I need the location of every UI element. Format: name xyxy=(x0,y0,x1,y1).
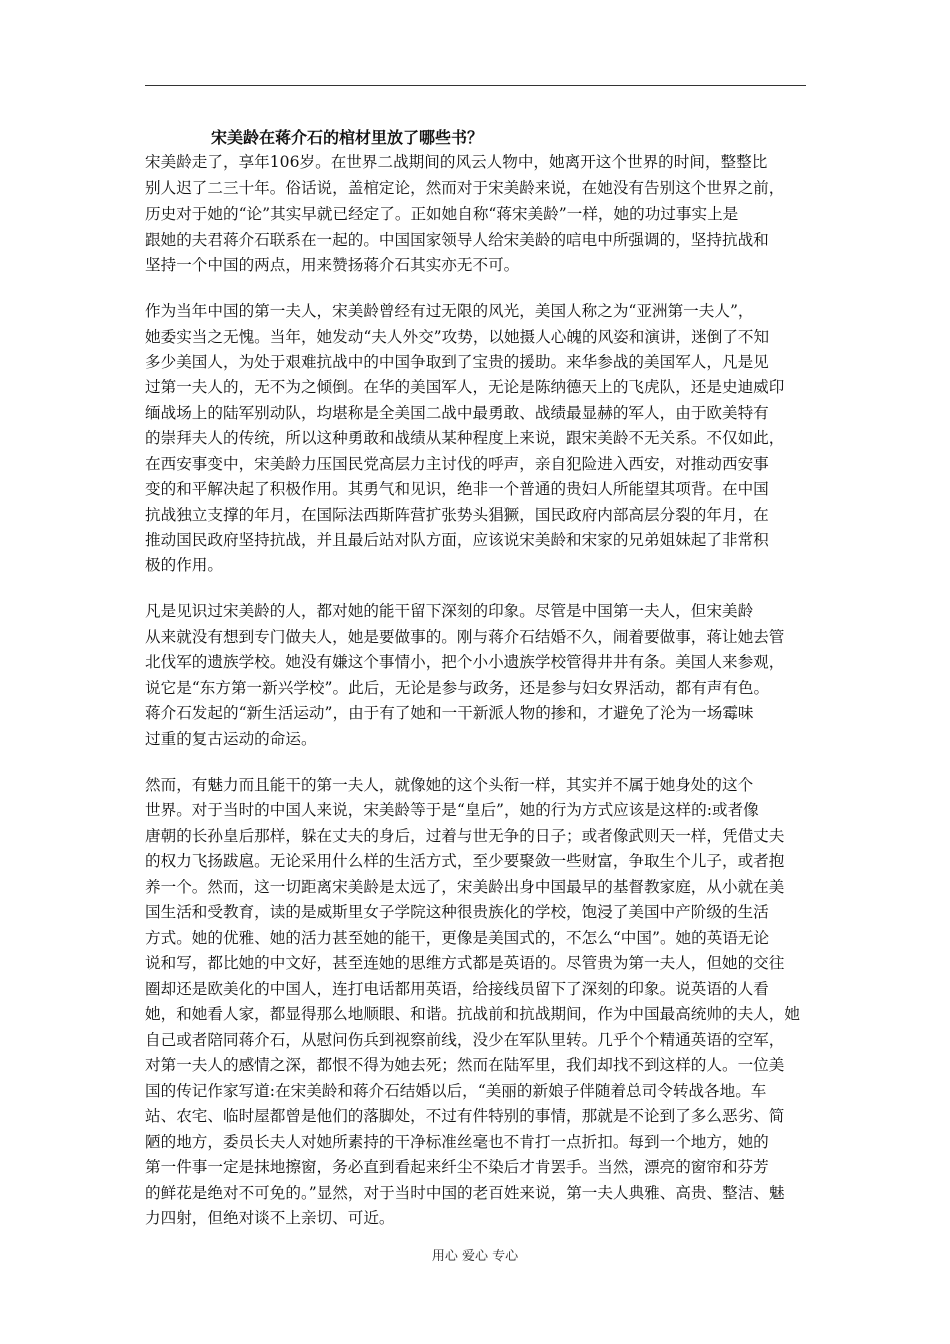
article-title: 宋美龄在蒋介石的棺材里放了哪些书？ xyxy=(211,128,484,147)
text-line: 抗战独立支撑的年月，在国际法西斯阵营扩张势头猖獗，国民政府内部高层分裂的年月，在 xyxy=(145,506,769,524)
text-line: 别人迟了二三十年。俗话说，盖棺定论，然而对于宋美龄来说，在她没有告别这个世界之前， xyxy=(145,179,785,197)
text-line: 宋美龄走了，享年106岁。在世界二战期间的风云人物中，她离开这个世界的时间，整整比 xyxy=(145,153,768,171)
text-line: 推动国民政府坚持抗战，并且最后站对队方面，应该说宋美龄和宋家的兄弟姐妹起了非常积 xyxy=(145,531,769,549)
text-line: 世界。对于当时的中国人来说，宋美龄等于是“皇后”，她的行为方式应该是这样的:或者像 xyxy=(145,801,759,819)
text-line: 站、农宅、临时屋都曾是他们的落脚处，不过有件特别的事情，那就是不论到了多么恶劣、简 xyxy=(145,1107,785,1125)
text-line: 对第一夫人的感情之深，都恨不得为她去死；然而在陆军里，我们却找不到这样的人。一位美 xyxy=(145,1056,785,1074)
text-line: 从来就没有想到专门做夫人，她是要做事的。刚与蒋介石结婚不久，闹着要做事，蒋让她去管 xyxy=(145,628,785,646)
text-line: 自己或者陪同蒋介石，从慰问伤兵到视察前线，没少在军队里转。几乎个个精通英语的空军， xyxy=(145,1031,785,1049)
text-line: 北伐军的遗族学校。她没有嫌这个事情小，把个小小遗族学校管得井井有条。美国人来参观， xyxy=(145,653,785,671)
text-line: 唐朝的长孙皇后那样，躲在丈夫的身后，过着与世无争的日子；或者像武则天一样，凭借丈夫 xyxy=(145,827,785,845)
text-line: 国的传记作家写道:在宋美龄和蒋介石结婚以后，“美丽的新娘子伴随着总司令转战各地。车 xyxy=(145,1082,767,1100)
text-line: 陋的地方，委员长夫人对她所素持的干净标准丝毫也不肯打一点折扣。每到一个地方，她的 xyxy=(145,1133,769,1151)
text-line: 的权力飞扬跋扈。无论采用什么样的生活方式，至少要聚敛一些财富，争取生个儿子，或者抱 xyxy=(145,852,785,870)
text-line: 然而，有魅力而且能干的第一夫人，就像她的这个头衔一样，其实并不属于她身处的这个 xyxy=(145,776,754,794)
text-line: 历史对于她的“论”其实早就已经定了。正如她自称“蒋宋美龄”一样，她的功过事实上是 xyxy=(145,205,739,223)
text-line: 蒋介石发起的“新生活运动”，由于有了她和一干新派人物的掺和，才避免了沦为一场霉味 xyxy=(145,704,754,722)
text-line: 第一件事一定是抹地擦窗，务必直到看起来纤尘不染后才肯罢手。当然，漂亮的窗帘和芬芳 xyxy=(145,1158,769,1176)
text-line: 说它是“东方第一新兴学校”。此后，无论是参与政务，还是参与妇女界活动，都有声有色。 xyxy=(145,679,770,697)
text-line: 圈却还是欧美化的中国人，连打电话都用英语，给接线员留下了深刻的印象。说英语的人看 xyxy=(145,980,769,998)
page-footer: 用心 爱心 专心 xyxy=(431,1249,519,1264)
text-line: 凡是见识过宋美龄的人，都对她的能干留下深刻的印象。尽管是中国第一夫人，但宋美龄 xyxy=(145,602,754,620)
text-line: 在西安事变中，宋美龄力压国民党高层力主讨伐的呼声，亲自犯险进入西安，对推动西安事 xyxy=(145,455,769,473)
text-line: 极的作用。 xyxy=(145,556,223,574)
text-line: 力四射，但绝对谈不上亲切、可近。 xyxy=(145,1209,395,1227)
text-line: 缅战场上的陆军别动队，均堪称是全美国二战中最勇敢、战绩最显赫的军人，由于欧美特有 xyxy=(145,404,769,422)
text-line: 多少美国人，为处于艰难抗战中的中国争取到了宝贵的援助。来华参战的美国军人，凡是见 xyxy=(145,353,769,371)
text-line: 的崇拜夫人的传统，所以这种勇敢和战绩从某种程度上来说，跟宋美龄不无关系。不仅如此， xyxy=(145,429,785,447)
text-line: 国生活和受教育，读的是威斯里女子学院这种很贵族化的学校，饱浸了美国中产阶级的生活 xyxy=(145,903,769,921)
text-line: 养一个。然而，这一切距离宋美龄是太远了，宋美龄出身中国最早的基督教家庭，从小就在美 xyxy=(145,878,785,896)
text-line: 作为当年中国的第一夫人，宋美龄曾经有过无限的风光，美国人称之为“亚洲第一夫人”， xyxy=(145,302,754,320)
text-line: 方式。她的优雅、她的活力甚至她的能干，更像是美国式的，不怎么“中国”。她的英语无论 xyxy=(145,929,770,947)
text-line: 过第一夫人的，无不为之倾倒。在华的美国军人，无论是陈纳德天上的飞虎队，还是史迪威印 xyxy=(145,378,785,396)
text-line: 她，和她看人家，都显得那么地顺眼、和谐。抗战前和抗战期间，作为中国最高统帅的夫人，她 xyxy=(145,1005,800,1023)
text-line: 跟她的夫君蒋介石联系在一起的。中国国家领导人给宋美龄的唁电中所强调的，坚持抗战和 xyxy=(145,231,769,249)
text-line: 变的和平解决起了积极作用。其勇气和见识，绝非一个普通的贵妇人所能望其项背。在中国 xyxy=(145,480,769,498)
text-line: 坚持一个中国的两点，用来赞扬蒋介石其实亦无不可。 xyxy=(145,256,520,274)
header-rule xyxy=(145,85,806,86)
text-line: 的鲜花是绝对不可免的。”显然，对于当时中国的老百姓来说，第一夫人典雅、高贵、整洁、魅 xyxy=(145,1184,785,1202)
text-line: 她委实当之无愧。当年，她发动“夫人外交”攻势，以她摄人心魄的风姿和演讲，迷倒了不知 xyxy=(145,328,770,346)
text-line: 过重的复古运动的命运。 xyxy=(145,730,317,748)
text-line: 说和写，都比她的中文好，甚至连她的思维方式都是英语的。尽管贵为第一夫人，但她的交往 xyxy=(145,954,785,972)
